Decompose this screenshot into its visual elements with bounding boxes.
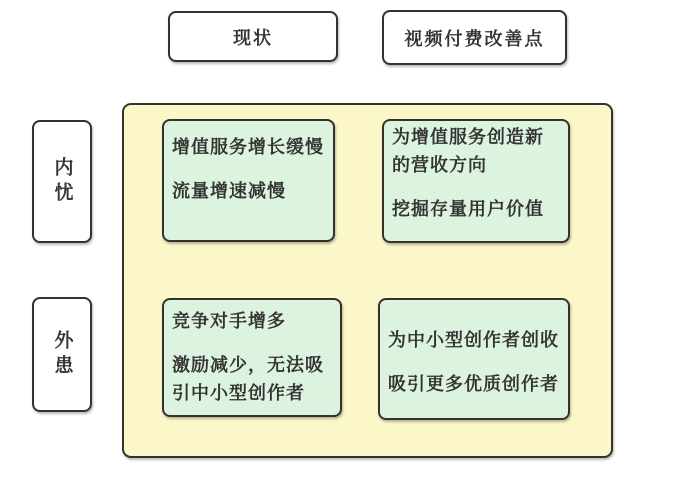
row-label-external-threats [32, 297, 92, 412]
cell-internal-current-line-1: 增值服务增长缓慢 [172, 137, 324, 157]
cell-internal-improvement [382, 119, 570, 243]
column-header-current-state [168, 11, 338, 62]
cell-external-current-line-2: 激励减少，无法吸引中小型创作者 [172, 355, 324, 403]
row-label-external-threats-text: 外患 [51, 329, 73, 380]
cell-external-improvement-line-2: 吸引更多优质创作者 [388, 374, 559, 394]
cell-external-improvement [378, 298, 570, 420]
column-header-video-pay-improvements [382, 10, 567, 65]
cell-external-current-line-1: 竞争对手增多 [172, 311, 286, 331]
cell-internal-improvement-line-2: 挖掘存量用户价值 [392, 199, 544, 219]
column-header-video-pay-improvements-label: 视频付费改善点 [404, 28, 545, 49]
cell-internal-improvement-line-1: 为增值服务创造新的营收方向 [392, 127, 544, 175]
cell-internal-current-line-2: 流量增速减慢 [172, 181, 286, 201]
row-label-internal-worries-text: 内忧 [51, 156, 73, 207]
cell-external-current [162, 298, 342, 417]
row-label-internal-worries [32, 120, 92, 243]
cell-internal-current [162, 119, 335, 242]
column-header-current-state-label: 现状 [233, 27, 273, 48]
cell-external-improvement-line-1: 为中小型创作者创收 [388, 330, 559, 350]
